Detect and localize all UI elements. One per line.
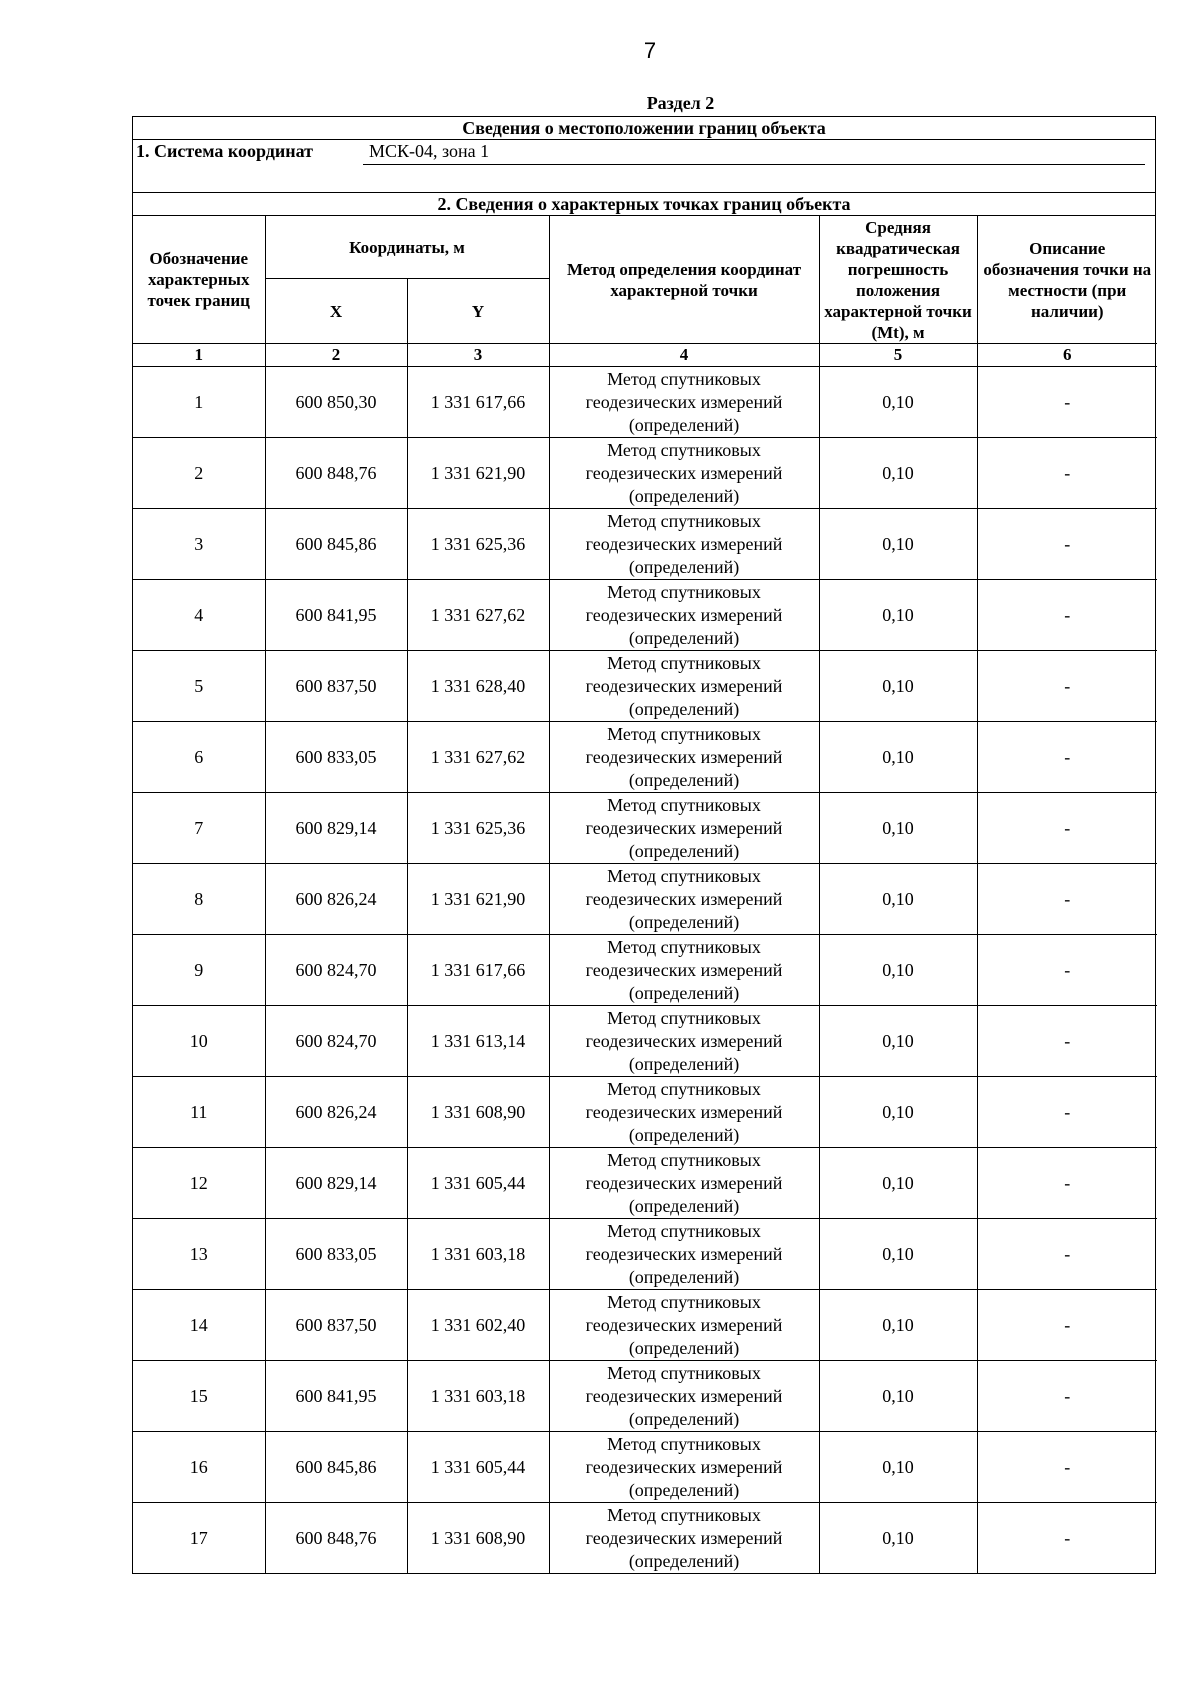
point-number-cell: 5 [133,651,265,722]
x-coordinate-cell: 600 841,95 [265,580,407,651]
method-cell: Метод спутниковых геодезических измерений (определений) [549,1503,819,1574]
description-cell: - [977,1503,1157,1574]
point-number-cell: 3 [133,509,265,580]
y-coordinate-cell: 1 331 627,62 [407,722,549,793]
method-cell: Метод спутниковых геодезических измерений (определений) [549,509,819,580]
method-cell: Метод спутниковых геодезических измерений (определений) [549,438,819,509]
method-cell: Метод спутниковых геодезических измерений (определений) [549,651,819,722]
error-cell: 0,10 [819,1290,977,1361]
y-coordinate-cell: 1 331 621,90 [407,864,549,935]
description-cell: - [977,1006,1157,1077]
y-coordinate-cell: 1 331 621,90 [407,438,549,509]
table-row [133,1148,1157,1219]
y-coordinate-cell: 1 331 613,14 [407,1006,549,1077]
method-cell: Метод спутниковых геодезических измерений (определений) [549,722,819,793]
column-number: 2 [265,344,407,367]
table-row [133,722,1157,793]
header-error: Средняя квадратическая погрешность положения характерной точки (Mt), м [819,216,977,344]
point-number-cell: 12 [133,1148,265,1219]
x-coordinate-cell: 600 837,50 [265,651,407,722]
method-cell: Метод спутниковых геодезических измерений (определений) [549,793,819,864]
method-cell: Метод спутниковых геодезических измерений (определений) [549,367,819,438]
point-number-cell: 7 [133,793,265,864]
coordinate-system-row [133,140,1155,166]
method-cell: Метод спутниковых геодезических измерений (определений) [549,935,819,1006]
error-cell: 0,10 [819,651,977,722]
table-row [133,509,1157,580]
x-coordinate-cell: 600 826,24 [265,1077,407,1148]
frame-title: Сведения о местоположении границ объекта [133,117,1155,140]
point-number-cell: 16 [133,1432,265,1503]
error-cell: 0,10 [819,793,977,864]
description-cell: - [977,722,1157,793]
x-coordinate-cell: 600 826,24 [265,864,407,935]
description-cell: - [977,580,1157,651]
table-row [133,1432,1157,1503]
blank-line [133,166,1155,193]
table-row [133,651,1157,722]
error-cell: 0,10 [819,864,977,935]
point-number-cell: 10 [133,1006,265,1077]
error-cell: 0,10 [819,438,977,509]
description-cell: - [977,438,1157,509]
point-number-cell: 15 [133,1361,265,1432]
table-row [133,1006,1157,1077]
header-description: Описание обозначения точки на местности (при наличии) [977,216,1157,344]
x-coordinate-cell: 600 829,14 [265,793,407,864]
point-number-cell: 9 [133,935,265,1006]
table-row [133,438,1157,509]
description-cell: - [977,651,1157,722]
point-number-cell: 11 [133,1077,265,1148]
y-coordinate-cell: 1 331 627,62 [407,580,549,651]
y-coordinate-cell: 1 331 608,90 [407,1503,549,1574]
x-coordinate-cell: 600 845,86 [265,509,407,580]
boundary-info-frame [132,116,1156,1574]
y-coordinate-cell: 1 331 605,44 [407,1148,549,1219]
description-cell: - [977,793,1157,864]
y-coordinate-cell: 1 331 625,36 [407,793,549,864]
method-cell: Метод спутниковых геодезических измерений (определений) [549,1006,819,1077]
point-number-cell: 8 [133,864,265,935]
point-number-cell: 4 [133,580,265,651]
header-x: X [265,279,407,344]
method-cell: Метод спутниковых геодезических измерений (определений) [549,864,819,935]
header-coordinates: Координаты, м [265,216,549,279]
table-row [133,1290,1157,1361]
x-coordinate-cell: 600 833,05 [265,722,407,793]
table-row [133,864,1157,935]
description-cell: - [977,1432,1157,1503]
method-cell: Метод спутниковых геодезических измерений (определений) [549,1290,819,1361]
x-coordinate-cell: 600 824,70 [265,1006,407,1077]
table-row [133,580,1157,651]
method-cell: Метод спутниковых геодезических измерений (определений) [549,1148,819,1219]
header-designation: Обозначение характерных точек границ [133,216,265,344]
x-coordinate-cell: 600 829,14 [265,1148,407,1219]
error-cell: 0,10 [819,509,977,580]
description-cell: - [977,1077,1157,1148]
table-row [133,935,1157,1006]
y-coordinate-cell: 1 331 605,44 [407,1432,549,1503]
x-coordinate-cell: 600 841,95 [265,1361,407,1432]
error-cell: 0,10 [819,722,977,793]
y-coordinate-cell: 1 331 628,40 [407,651,549,722]
y-coordinate-cell: 1 331 608,90 [407,1077,549,1148]
description-cell: - [977,509,1157,580]
method-cell: Метод спутниковых геодезических измерений (определений) [549,1432,819,1503]
point-number-cell: 1 [133,367,265,438]
column-number: 6 [977,344,1157,367]
error-cell: 0,10 [819,580,977,651]
header-method: Метод определения координат характерной точки [549,216,819,344]
y-coordinate-cell: 1 331 603,18 [407,1219,549,1290]
point-number-cell: 2 [133,438,265,509]
column-number: 1 [133,344,265,367]
coordinate-system-value: МСК-04, зона 1 [363,141,1145,165]
y-coordinate-cell: 1 331 625,36 [407,509,549,580]
x-coordinate-cell: 600 848,76 [265,1503,407,1574]
description-cell: - [977,1361,1157,1432]
error-cell: 0,10 [819,1432,977,1503]
x-coordinate-cell: 600 824,70 [265,935,407,1006]
method-cell: Метод спутниковых геодезических измерений (определений) [549,1361,819,1432]
point-number-cell: 6 [133,722,265,793]
coordinate-system-label: 1. Система координат [136,141,313,161]
x-coordinate-cell: 600 845,86 [265,1432,407,1503]
y-coordinate-cell: 1 331 617,66 [407,935,549,1006]
points-title: 2. Сведения о характерных точках границ объекта [133,193,1155,216]
method-cell: Метод спутниковых геодезических измерений (определений) [549,1077,819,1148]
page-number: 7 [643,38,657,63]
error-cell: 0,10 [819,1503,977,1574]
points-table [133,216,1157,1573]
method-cell: Метод спутниковых геодезических измерений (определений) [549,580,819,651]
error-cell: 0,10 [819,1077,977,1148]
column-number: 4 [549,344,819,367]
x-coordinate-cell: 600 833,05 [265,1219,407,1290]
description-cell: - [977,864,1157,935]
error-cell: 0,10 [819,1219,977,1290]
description-cell: - [977,1290,1157,1361]
column-number: 3 [407,344,549,367]
point-number-cell: 13 [133,1219,265,1290]
y-coordinate-cell: 1 331 602,40 [407,1290,549,1361]
error-cell: 0,10 [819,1361,977,1432]
description-cell: - [977,367,1157,438]
method-cell: Метод спутниковых геодезических измерений (определений) [549,1219,819,1290]
error-cell: 0,10 [819,367,977,438]
table-row [133,1361,1157,1432]
error-cell: 0,10 [819,1148,977,1219]
table-row [133,367,1157,438]
header-y: Y [407,279,549,344]
table-row [133,1077,1157,1148]
description-cell: - [977,1219,1157,1290]
point-number-cell: 17 [133,1503,265,1574]
point-number-cell: 14 [133,1290,265,1361]
table-row [133,793,1157,864]
section-title: Раздел 2 [646,93,715,113]
error-cell: 0,10 [819,1006,977,1077]
column-number: 5 [819,344,977,367]
y-coordinate-cell: 1 331 617,66 [407,367,549,438]
description-cell: - [977,935,1157,1006]
points-table-body [133,367,1157,1574]
x-coordinate-cell: 600 848,76 [265,438,407,509]
column-number-row [133,344,1157,367]
x-coordinate-cell: 600 837,50 [265,1290,407,1361]
description-cell: - [977,1148,1157,1219]
y-coordinate-cell: 1 331 603,18 [407,1361,549,1432]
table-row [133,1219,1157,1290]
error-cell: 0,10 [819,935,977,1006]
table-row [133,1503,1157,1574]
x-coordinate-cell: 600 850,30 [265,367,407,438]
